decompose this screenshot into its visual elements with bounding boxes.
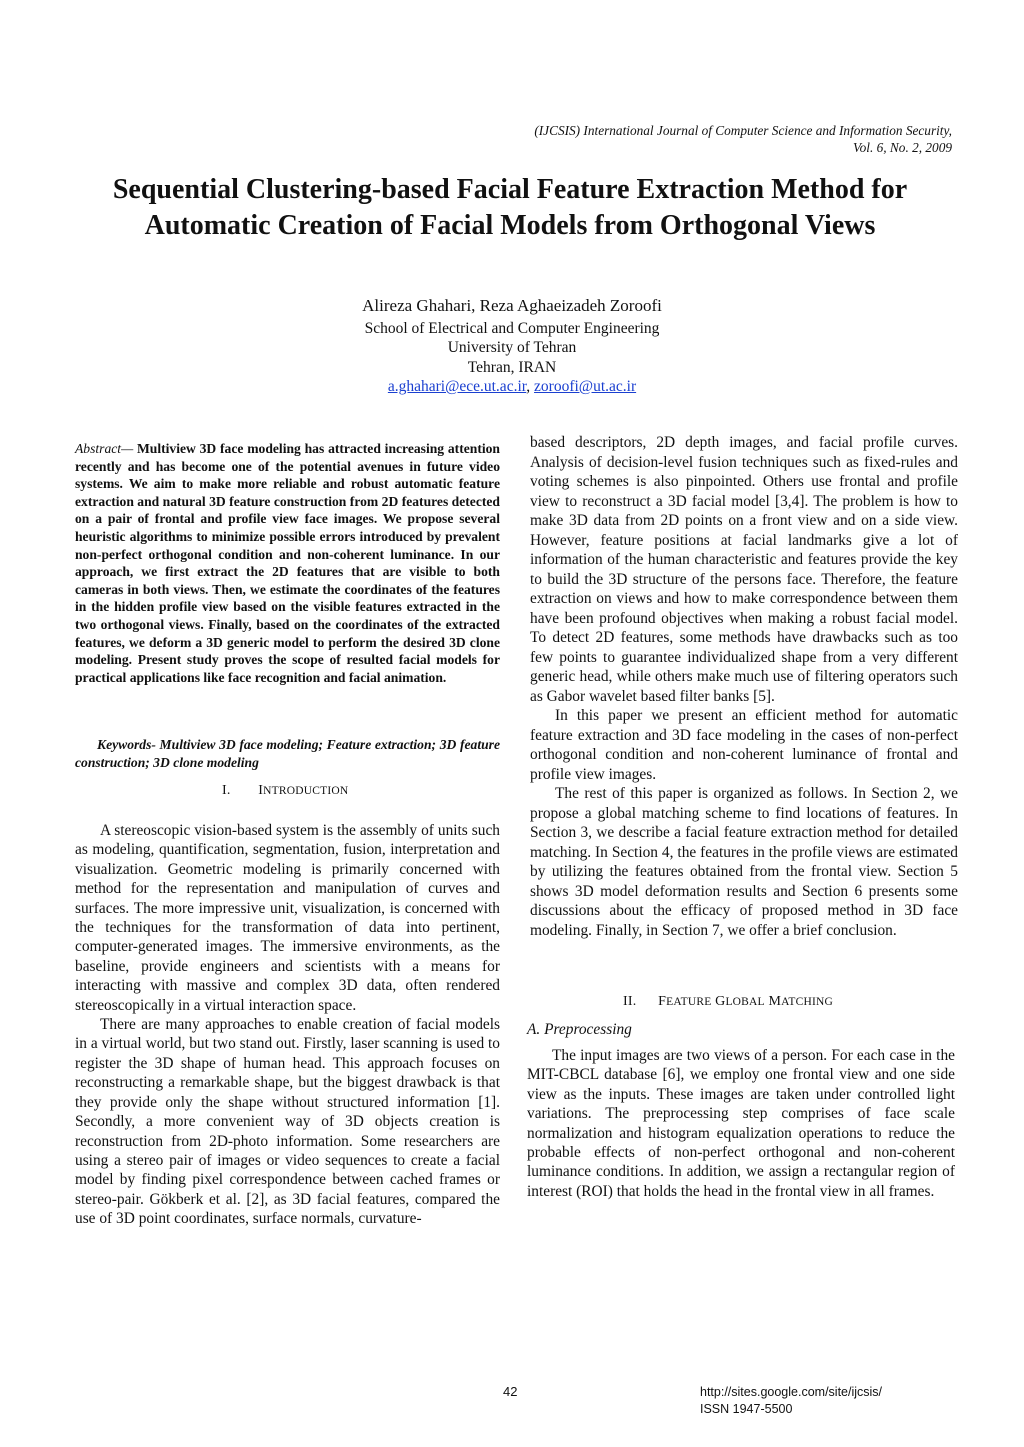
paragraph: A stereoscopic vision-based system is the assembly of units such as modeling, quantification, segmentation, fusion, interpretation and visualization. Geometric modeling is primarily concerned with method for the representation and manipulation of curves and surfaces. The more impressive unit, visualization, is concerned with the techniques for the transformation of data into pertinent, computer-generated images. The immersive environments, as the baseline, provide engineers and scientists with a means for interacting with massive and complex 3D data, often rendered stereoscopically in a virtual interaction space. (75, 822, 500, 1014)
author-university: University of Tehran (447, 339, 577, 356)
title-line-1: Sequential Clustering-based Facial Feature Extraction Method for (112, 174, 908, 205)
section-number: I. (222, 783, 231, 798)
section-number: II. (623, 994, 637, 1009)
author-names: Alireza Ghahari, Reza Aghaeizadeh Zoroofi (362, 296, 662, 315)
paragraph: The rest of this paper is organized as follows. In Section 2, we propose a global matching scheme to find locations of features. In Section 3, we describe a facial feature extraction method for detailed matching. In Section 4, the features in the profile views are estimated by utilizing the features obtained from the frontal view. Section 5 shows 3D model deformation results and Section 6 presents some discussions about the efficacy of proposed method in 3D face modeling. Finally, in Section 7, we offer a brief conclusion. (530, 785, 958, 939)
keywords: Keywords- Multiview 3D face modeling; Feature extraction; 3D feature construction; 3D clone modeling (75, 737, 500, 770)
page-number: 42 (503, 1384, 518, 1399)
email-link-2[interactable]: zoroofi@ut.ac.ir (534, 378, 637, 395)
introduction-body (75, 821, 500, 1229)
abstract-label: Abstract— (75, 441, 134, 456)
heading-letter: G (715, 994, 726, 1009)
abstract (75, 440, 500, 686)
footer-issn: ISSN 1947-5500 (700, 1402, 793, 1416)
journal-header (352, 122, 952, 156)
preprocessing-body (527, 1046, 955, 1201)
paragraph: There are many approaches to enable creation of facial models in a virtual world, but two stand out. Firstly, laser scanning is used to register the 3D shape of human head. This approach focuses on reconstructing a remarkable shape, but the biggest drawback is that they provide only the shape without structured information [1]. Secondly, a more convenient way of 3D objects creation is reconstruction from 2D-photo information. Some researchers are using a stereo pair of images or video sequences to create a facial model by finding pixel correspondence between cached frames or stereo-pair. Gökberk et al. [2], as 3D facial features, compared the use of 3D point coordinates, surface normals, curvature- (75, 1016, 500, 1228)
author-block (212, 296, 812, 397)
author-school: School of Electrical and Computer Engineering (364, 319, 660, 337)
paper-title (60, 172, 960, 244)
section-heading-introduction (222, 783, 348, 799)
abstract-text: Multiview 3D face modeling has attracted increasing attention recently and has become one of the potential avenues in future video systems. We aim to make more reliable and robust automatic feature extraction and natural 3D feature construction from 2D features detected on a pair of frontal and profile view face images. We propose several heuristic algorithms to minimize possible errors introduced by prevalent non-perfect orthogonal condition and non-coherent luminance. In our approach, we first extract the 2D features that are visible to both cameras in both views. Then, we estimate the coordinates of the features in the hidden profile view based on the visible features extracted in the two orthogonal views. Finally, based on the coordinates of the extracted features, we deform a 3D generic model to perform the desired 3D clone modeling. Present study proves the scope of resulted facial models for practical applications like face recognition and facial animation. (75, 441, 500, 685)
right-column-body (530, 433, 958, 940)
email-link-1[interactable]: a.ghahari@ece.ut.ac.ir (387, 378, 527, 395)
author-location: Tehran, IRAN (467, 358, 557, 376)
subsection-heading-preprocessing: A. Preprocessing (527, 1021, 632, 1038)
paragraph: The input images are two views of a person. For each case in the MIT-CBCL database [6], we employ one frontal view and one side view as the inputs. These images are taken under controlled light variations. The preprocessing step comprises of face scale normalization and histogram equalization operations to reduce the probable effects of non-perfect orthogonal and non-coherent luminance conditions. In addition, we assign a rectangular region of interest (ROI) that holds the head in the frontal view in all frames. (527, 1047, 955, 1200)
footer-url: http://sites.google.com/site/ijcsis/ (700, 1385, 883, 1399)
paragraph: based descriptors, 2D depth images, and facial profile curves. Analysis of decision-level fusion techniques such as fixed-rules and voting schemes is also pinpointed. Others use frontal and profile view to reconstruct a 3D facial model [3,4]. The problem is how to make 3D data from 2D points on a front view and on a side view. However, feature positions at facial landmarks give a lot of information of the human characteristic and features provide the key to build the 3D structure of the persons face. Therefore, the feature extraction on views and how to make correspondence between them have been profound objectives when making a robust facial model. To detect 2D features, some methods have drawbacks such as too few points to guarantee individualized shape from a very different generic head, while others make much use of filtering operators such as Gabor wavelet based filter banks [5]. (530, 434, 958, 705)
email-separator: , (526, 378, 535, 395)
section-heading-feature-global-matching (623, 994, 833, 1010)
paragraph: In this paper we present an efficient method for automatic feature extraction and 3D face modeling in the cases of non-perfect orthogonal condition and non-coherent luminance of frontal and profile view images. (530, 707, 958, 783)
heading-word: LOBAL (725, 996, 765, 1008)
heading-word: EATURE (666, 996, 712, 1008)
author-emails (212, 377, 812, 397)
heading-letter: M (768, 994, 782, 1009)
footer-site-info (700, 1384, 882, 1418)
section-title-rest: NTRODUCTION (263, 785, 349, 797)
title-line-2: Automatic Creation of Facial Models from Orthogonal Views (144, 210, 876, 241)
journal-line-2: Vol. 6, No. 2, 2009 (853, 140, 952, 155)
heading-letter: F (658, 994, 667, 1009)
section-title-first-letter: I (258, 783, 264, 798)
heading-word: ATCHING (781, 996, 834, 1008)
journal-line-1: (IJCSIS) International Journal of Computer Science and Information Security, (534, 123, 952, 138)
